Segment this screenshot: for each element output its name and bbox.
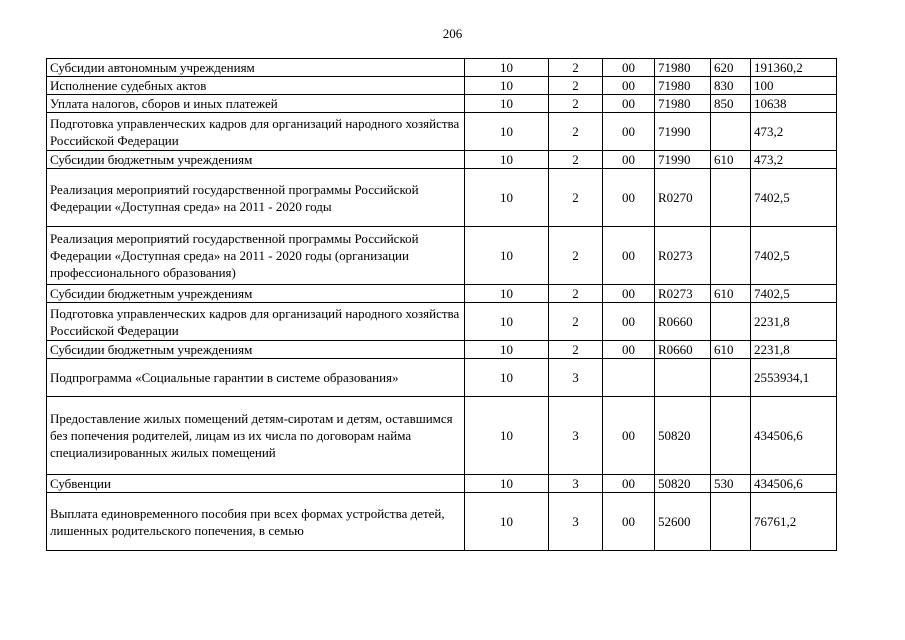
table-row <box>47 303 837 341</box>
article-code: 00 <box>603 227 655 285</box>
amount: 434506,6 <box>751 397 837 475</box>
table-row <box>47 113 837 151</box>
subsection-code: 2 <box>549 303 603 341</box>
expense-type-code: 610 <box>711 151 751 169</box>
expense-type-code <box>711 303 751 341</box>
subsection-code: 2 <box>549 151 603 169</box>
target-item-code <box>655 359 711 397</box>
table-row <box>47 95 837 113</box>
item-name: Субсидии бюджетным учреждениям <box>47 151 465 169</box>
table-row <box>47 397 837 475</box>
target-item-code: 71980 <box>655 59 711 77</box>
item-name: Подпрограмма «Социальные гарантии в системе образования» <box>47 359 465 397</box>
table-row <box>47 285 837 303</box>
subsection-code: 2 <box>549 113 603 151</box>
target-item-code: 52600 <box>655 493 711 551</box>
amount: 2231,8 <box>751 303 837 341</box>
target-item-code: R0660 <box>655 303 711 341</box>
table-row <box>47 475 837 493</box>
article-code: 00 <box>603 341 655 359</box>
subsection-code: 2 <box>549 341 603 359</box>
section-code: 10 <box>465 113 549 151</box>
section-code: 10 <box>465 227 549 285</box>
section-code: 10 <box>465 359 549 397</box>
section-code: 10 <box>465 95 549 113</box>
expense-type-code: 610 <box>711 285 751 303</box>
target-item-code: R0273 <box>655 227 711 285</box>
expense-type-code: 530 <box>711 475 751 493</box>
target-item-code: 50820 <box>655 475 711 493</box>
section-code: 10 <box>465 493 549 551</box>
amount: 473,2 <box>751 151 837 169</box>
amount: 100 <box>751 77 837 95</box>
subsection-code: 2 <box>549 59 603 77</box>
section-code: 10 <box>465 285 549 303</box>
table-row <box>47 227 837 285</box>
article-code: 00 <box>603 303 655 341</box>
budget-table-body <box>47 59 837 551</box>
item-name: Субсидии бюджетным учреждениям <box>47 341 465 359</box>
expense-type-code: 830 <box>711 77 751 95</box>
article-code: 00 <box>603 475 655 493</box>
article-code: 00 <box>603 77 655 95</box>
expense-type-code: 610 <box>711 341 751 359</box>
table-row <box>47 359 837 397</box>
table-row <box>47 151 837 169</box>
item-name: Подготовка управленческих кадров для организаций народного хозяйства Российской Федерации <box>47 303 465 341</box>
amount: 434506,6 <box>751 475 837 493</box>
article-code: 00 <box>603 59 655 77</box>
amount: 76761,2 <box>751 493 837 551</box>
section-code: 10 <box>465 397 549 475</box>
item-name: Предоставление жилых помещений детям-сиротам и детям, оставшимся без попечения родителей, лицам из их числа по договорам найма специализированных жилых помещений <box>47 397 465 475</box>
article-code: 00 <box>603 169 655 227</box>
subsection-code: 2 <box>549 95 603 113</box>
amount: 7402,5 <box>751 227 837 285</box>
section-code: 10 <box>465 59 549 77</box>
target-item-code: R0270 <box>655 169 711 227</box>
amount: 473,2 <box>751 113 837 151</box>
amount: 7402,5 <box>751 169 837 227</box>
article-code: 00 <box>603 493 655 551</box>
subsection-code: 2 <box>549 77 603 95</box>
article-code: 00 <box>603 151 655 169</box>
target-item-code: 71990 <box>655 151 711 169</box>
table-row <box>47 77 837 95</box>
amount: 2553934,1 <box>751 359 837 397</box>
amount: 191360,2 <box>751 59 837 77</box>
subsection-code: 2 <box>549 285 603 303</box>
item-name: Исполнение судебных актов <box>47 77 465 95</box>
item-name: Субвенции <box>47 475 465 493</box>
subsection-code: 2 <box>549 227 603 285</box>
expense-type-code <box>711 227 751 285</box>
section-code: 10 <box>465 303 549 341</box>
item-name: Субсидии автономным учреждениям <box>47 59 465 77</box>
expense-type-code: 620 <box>711 59 751 77</box>
item-name: Субсидии бюджетным учреждениям <box>47 285 465 303</box>
expense-type-code <box>711 359 751 397</box>
section-code: 10 <box>465 475 549 493</box>
article-code: 00 <box>603 397 655 475</box>
article-code: 00 <box>603 95 655 113</box>
subsection-code: 3 <box>549 359 603 397</box>
expense-type-code <box>711 169 751 227</box>
section-code: 10 <box>465 77 549 95</box>
section-code: 10 <box>465 341 549 359</box>
expense-type-code <box>711 397 751 475</box>
subsection-code: 3 <box>549 493 603 551</box>
amount: 2231,8 <box>751 341 837 359</box>
subsection-code: 3 <box>549 397 603 475</box>
article-code: 00 <box>603 113 655 151</box>
item-name: Подготовка управленческих кадров для организаций народного хозяйства Российской Федерации <box>47 113 465 151</box>
article-code: 00 <box>603 285 655 303</box>
target-item-code: 50820 <box>655 397 711 475</box>
table-row <box>47 493 837 551</box>
target-item-code: 71980 <box>655 77 711 95</box>
expense-type-code <box>711 493 751 551</box>
table-row <box>47 59 837 77</box>
budget-table <box>46 58 837 551</box>
section-code: 10 <box>465 151 549 169</box>
item-name: Выплата единовременного пособия при всех формах устройства детей, лишенных родительского попечения, в семью <box>47 493 465 551</box>
amount: 7402,5 <box>751 285 837 303</box>
item-name: Реализация мероприятий государственной программы Российской Федерации «Доступная среда» на 2011 - 2020 годы (организации профессионального образования) <box>47 227 465 285</box>
article-code <box>603 359 655 397</box>
expense-type-code: 850 <box>711 95 751 113</box>
table-row <box>47 341 837 359</box>
item-name: Уплата налогов, сборов и иных платежей <box>47 95 465 113</box>
expense-type-code <box>711 113 751 151</box>
target-item-code: R0660 <box>655 341 711 359</box>
target-item-code: 71980 <box>655 95 711 113</box>
subsection-code: 2 <box>549 169 603 227</box>
amount: 10638 <box>751 95 837 113</box>
page-number: 206 <box>442 26 463 41</box>
target-item-code: 71990 <box>655 113 711 151</box>
subsection-code: 3 <box>549 475 603 493</box>
item-name: Реализация мероприятий государственной программы Российской Федерации «Доступная среда» на 2011 - 2020 годы <box>47 169 465 227</box>
target-item-code: R0273 <box>655 285 711 303</box>
section-code: 10 <box>465 169 549 227</box>
table-row <box>47 169 837 227</box>
